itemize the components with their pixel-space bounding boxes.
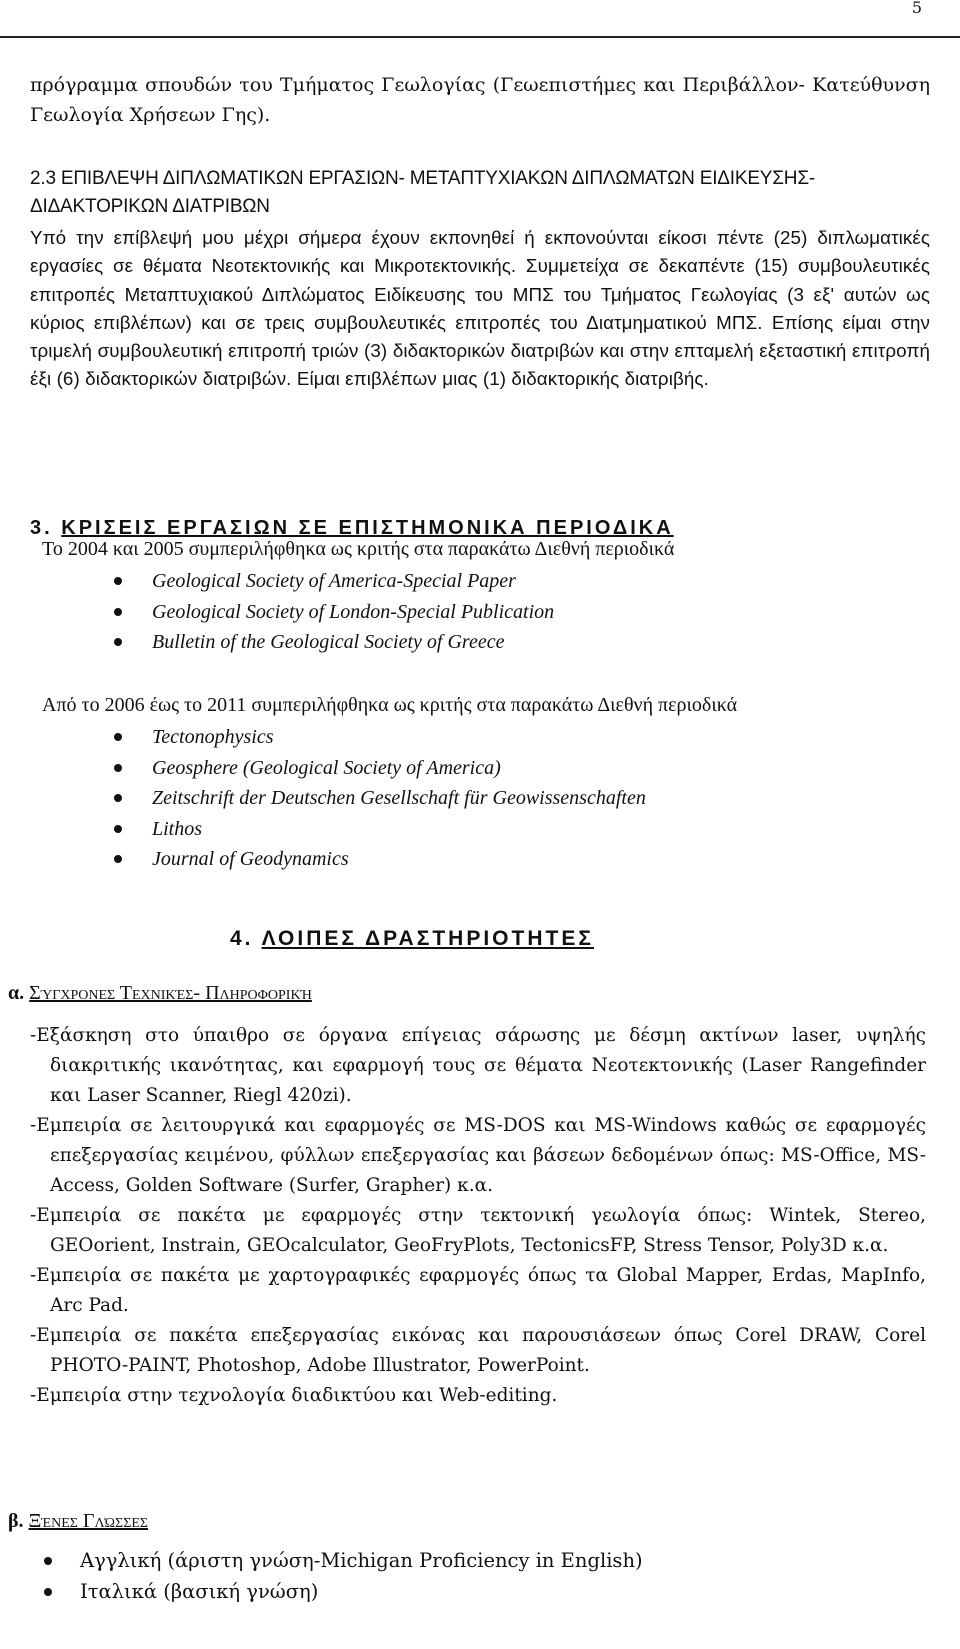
list-item [112, 597, 554, 628]
list-item [112, 814, 646, 845]
list-item: -Εμπειρία στην τεχνολογία διαδικτύου και Web-editing. [30, 1385, 558, 1406]
header-rule [0, 36, 960, 38]
journal-list-2004 [112, 566, 554, 658]
list-item [112, 566, 554, 597]
section-3-heading [30, 517, 674, 540]
bullet-icon [114, 764, 122, 772]
section-4-title: ΛΟΙΠΕΣ ΔΡΑΣΤΗΡΙΟΤΗΤΕΣ [261, 927, 594, 950]
list-item [112, 844, 646, 875]
bullet-icon [114, 855, 122, 863]
journal-name: Journal of Geodynamics [152, 848, 349, 870]
journal-name: Geological Society of London-Special Publication [152, 600, 555, 623]
list-item: -Εμπειρία σε πακέτα με εφαρμογές στην τεκτονική γεωλογία όπως: Wintek, Stereo, GEOorient, Instrain, GEOcalculator, GeoFryPlots, TectonicsFP, Stress Tensor, Poly3D κ.α. [30, 1205, 926, 1256]
journal-name: Zeitschrift der Deutschen Gesellschaft für Geowissenschaften [152, 787, 646, 809]
subsection-b-label: β. [8, 1510, 24, 1532]
section-2-3-text: Υπό την επίβλεψή μου μέχρι σήμερα έχουν εκπονηθεί ή εκπονούνται είκοσι πέντε (25) διπλωματικές εργασίες σε θέματα Νεοτεκτονικής και Μικροτεκτονικής. Συμμετείχα σε δεκαπέντε (15) συμβουλευτικές επιτροπές Μεταπτυχιακού Διπλώματος Ειδίκευσης του ΜΠΣ του Τμήματος Γεωλογίας (3 εξ' αυτών ως κύριος επιβλέπων) και σε τρεις συμβουλευτικές επιτροπές του Διατμηματικού ΜΠΣ. Επίσης είμαι στην τριμελή συμβουλευτική επιτροπή τριών (3) διδακτορικών διατριβών και στην επταμελή εξεταστική επιτροπή έξι (6) διδακτορικών διατριβών. Είμαι επιβλέπων μιας (1) διδακτορικής διατριβής. [30, 227, 930, 390]
subsection-a-heading [8, 982, 312, 1005]
bullet-icon [114, 825, 122, 833]
bullet-icon [114, 733, 122, 741]
journal-name: Tectonophysics [152, 726, 274, 748]
skills-list [30, 1021, 926, 1411]
list-item: -Εμπειρία σε λειτουργικά και εφαρμογές σε MS-DOS και MS-Windows καθώς σε εφαρμογές επεξεργασίας κειμένου, φύλλων επεξεργασίας και βάσεων δεδομένων όπως: MS-Office, MS-Access, Golden Software (Surfer, Grapher) κ.α. [30, 1115, 926, 1196]
list-item [112, 783, 646, 814]
language-entry: Ιταλικά (βασική γνώση) [80, 1580, 319, 1603]
list-item [112, 722, 646, 753]
bullet-icon [44, 1557, 52, 1565]
bullet-icon [114, 794, 122, 802]
journal-name: Geosphere (Geological Society of America) [152, 756, 501, 779]
section-4-number: 4. [230, 927, 254, 950]
list-item: -Εξάσκηση στο ύπαιθρο σε όργανα επίγειας σάρωσης με δέσμη ακτίνων laser, υψηλής διακριτικής ικανότητας, και εφαρμογή τους σε θέματα Νεοτεκτονικής (Laser Rangefinder και Laser Scanner, Riegl 420zi). [30, 1025, 926, 1106]
reviewer-intro-2006: Από το 2006 έως το 2011 συμπεριλήφθηκα ως κριτής στα παρακάτω Διεθνή περιοδικά [42, 694, 738, 716]
subsection-a-title: Σύγχρονες Τεχνικές- Πληροφορική [29, 982, 312, 1004]
list-item: -Εμπειρία σε πακέτα με χαρτογραφικές εφαρμογές όπως τα Global Mapper, Erdas, MapInfo, Arc Pad. [30, 1265, 926, 1316]
bullet-icon [114, 577, 122, 585]
bullet-icon [44, 1588, 52, 1596]
journal-list-2006 [112, 722, 646, 875]
section-4-heading [230, 927, 594, 951]
bullet-icon [114, 608, 122, 616]
list-item [44, 1576, 643, 1607]
language-entry: Αγγλική (άριστη γνώση-Michigan Proficiency in English) [80, 1549, 643, 1572]
journal-name: Lithos [152, 817, 203, 840]
section-3-number: 3. [30, 517, 53, 539]
section-2-3-heading: 2.3 ΕΠΙΒΛΕΨΗ ΔΙΠΛΩΜΑΤΙΚΩΝ ΕΡΓΑΣΙΩΝ- ΜΕΤΑΠΤΥΧΙΑΚΩΝ ΔΙΠΛΩΜΑΤΩΝ ΕΙΔΙΚΕΥΣΗΣ-ΔΙΔΑΚΤΟΡΙΚΩΝ ΔΙΑΤΡΙΒΩΝ [30, 168, 816, 217]
list-item [44, 1545, 643, 1576]
journal-name: Geological Society of America-Special Paper [152, 570, 516, 592]
subsection-b-title: Ξένες Γλώσσες [28, 1510, 149, 1532]
list-item [112, 753, 646, 784]
reviewer-intro-2004: Το 2004 και 2005 συμπεριλήφθηκα ως κριτής στα παρακάτω Διεθνή περιοδικά [42, 538, 675, 560]
section-2-3-paragraph [30, 224, 930, 394]
bullet-icon [114, 638, 122, 646]
list-item: -Εμπειρία σε πακέτα επεξεργασίας εικόνας και παρουσιάσεων όπως Corel DRAW, Corel PHOTO-PAINT, Photoshop, Adobe Illustrator, PowerPoint. [30, 1325, 926, 1376]
journal-name: Bulletin of the Geological Society of Greece [152, 631, 505, 653]
list-item [112, 627, 554, 658]
subsection-a-label: α. [8, 982, 25, 1004]
intro-paragraph: πρόγραμμα σπουδών του Τμήματος Γεωλογίας (Γεωεπιστήμες και Περιβάλλον- Κατεύθυνση Γεωλογία Χρήσεων Γης). [30, 74, 930, 126]
subsection-b-heading [8, 1510, 148, 1533]
languages-list [44, 1545, 643, 1607]
page-number: 5 [911, 0, 922, 17]
section-3-title: ΚΡΙΣΕΙΣ ΕΡΓΑΣΙΩΝ ΣΕ ΕΠΙΣΤΗΜΟΝΙΚΑ ΠΕΡΙΟΔΙΚΑ [61, 517, 674, 539]
